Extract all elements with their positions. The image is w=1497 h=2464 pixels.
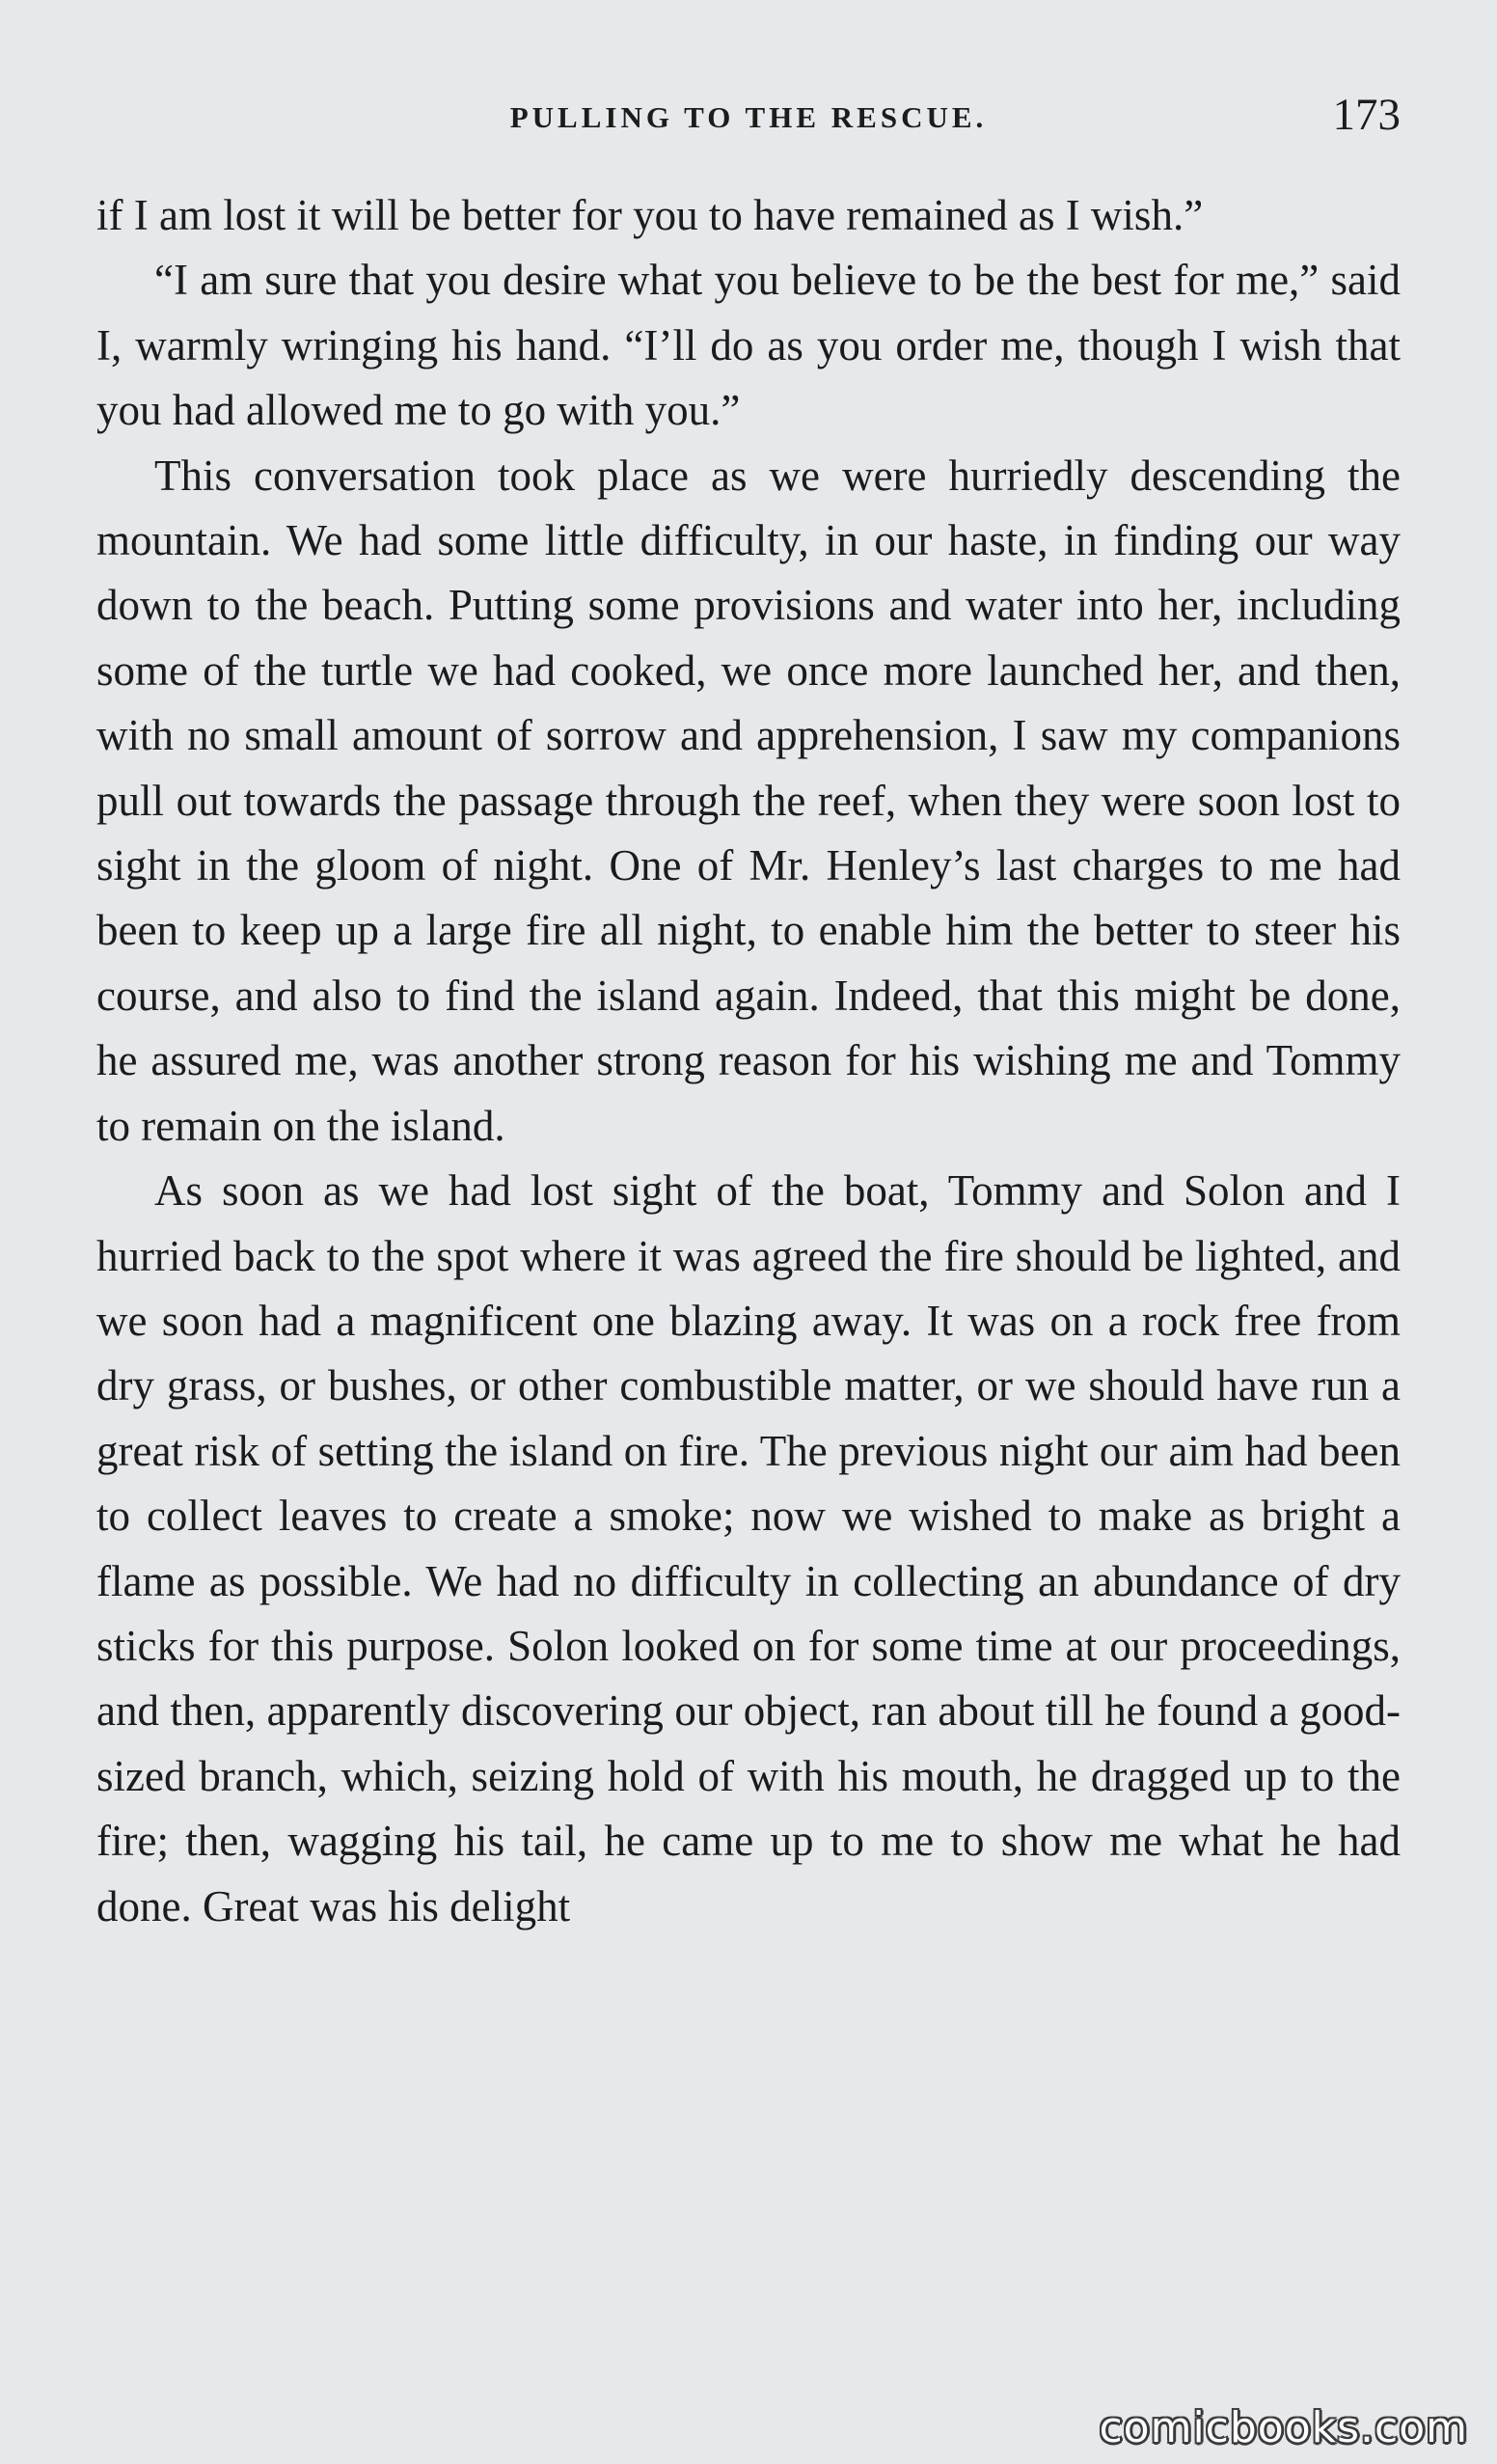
paragraph: “I am sure that you desire what you believe to be the best for me,” said I, warmly wringing his hand. “I’ll do as you order me, though I wish that you had allowed me to go with you.” — [96, 256, 1401, 435]
running-title: PULLING TO THE RESCUE. — [509, 100, 988, 134]
paragraph: This conversation took place as we were hurriedly descending the mountain. We had some little difficulty, in our haste, in finding our way down to the beach. Putting some provisions and water into her, including some of the turtle we had cooked, we once more launched her, and then, with no small amount of sorrow and apprehension, I saw my companions pull out towards the passage through the reef, when they were soon lost to sight in the gloom of night. One of Mr. Henley’s last charges to me had been to keep up a large fire all night, to enable him the better to steer his course, and also to find the island again. Indeed, that this might be done, he assured me, was another strong reason for his wishing me and Tommy to remain on the island. — [96, 451, 1401, 1150]
paragraph: As soon as we had lost sight of the boat, Tommy and Solon and I hurried back to the spot where it was agreed the fire should be lighted, and we soon had a magnificent one blazing away. It was on a rock free from dry grass, or bushes, or other combustible matter, or we should have run a great risk of setting the island on fire. The previous night our aim had been to collect leaves to create a smoke; now we wished to make as bright a flame as possible. We had no difficulty in collecting an abundance of dry sticks for this purpose. Solon looked on for some time at our proceedings, and then, apparently discovering our object, ran about till he found a good-sized branch, which, seizing hold of with his mouth, he dragged up to the fire; then, wagging his tail, he came up to me to show me what he had done. Great was his delight — [96, 1166, 1401, 1930]
page-number: 173 — [1332, 90, 1401, 140]
site-watermark: comicbooks.com — [1099, 2403, 1468, 2452]
body-text — [96, 183, 1401, 1939]
paragraph-continuation: if I am lost it will be better for you to have remained as I wish.” — [96, 191, 1204, 239]
running-head — [96, 89, 1401, 147]
